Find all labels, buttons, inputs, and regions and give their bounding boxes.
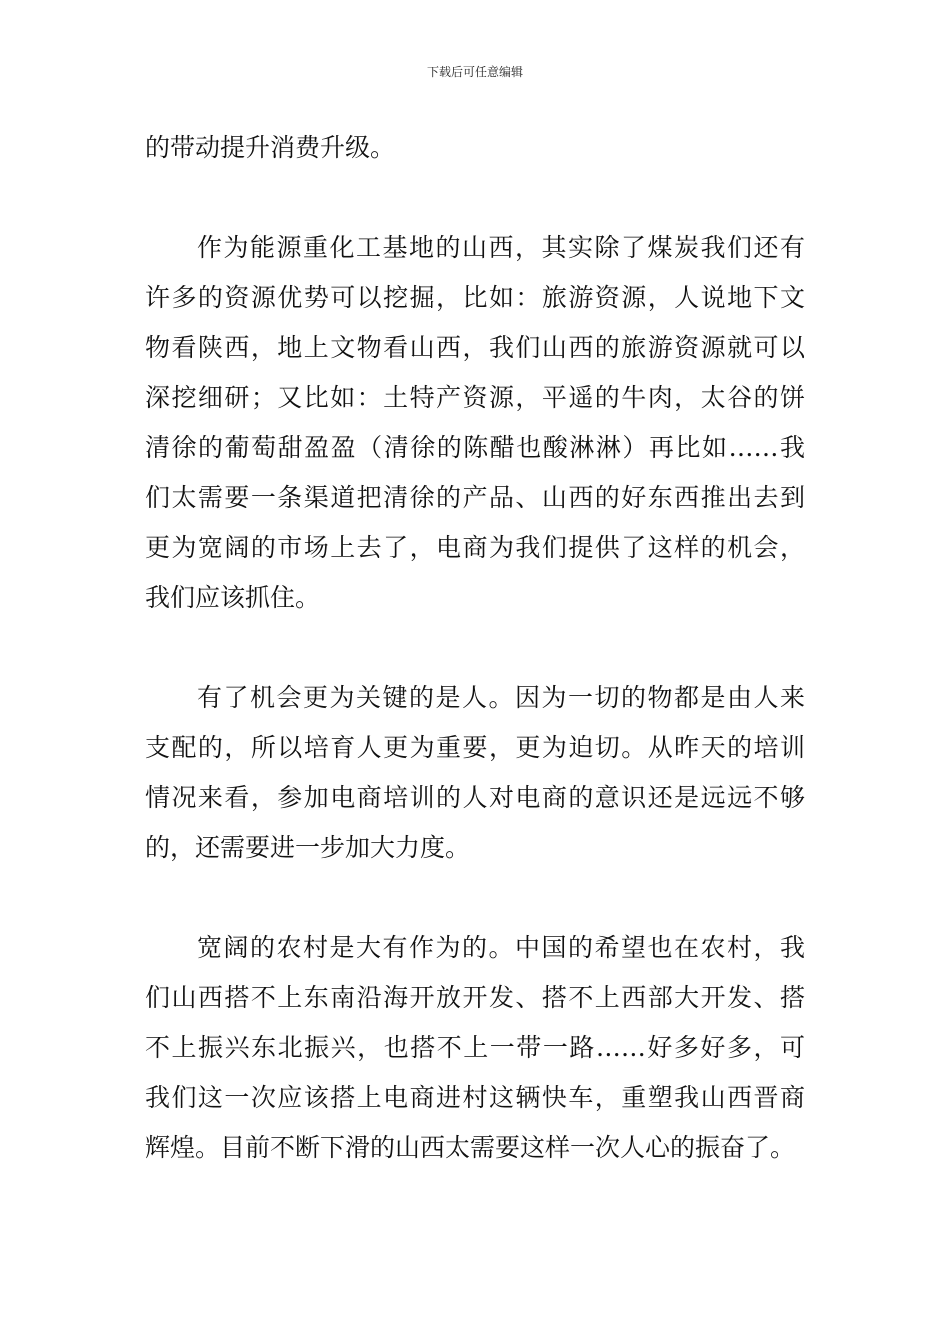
paragraph-4-line-1: 宽阔的农村是大有作为的。中国的希望也在农村，我 <box>197 933 805 962</box>
paragraph-2-line-6: 们太需要一条渠道把清徐的产品、山西的好东西推出去到 <box>145 483 805 512</box>
paragraph-2-line-1: 作为能源重化工基地的山西，其实除了煤炭我们还有 <box>197 233 805 262</box>
paragraph-3-line-3: 情况来看，参加电商培训的人对电商的意识还是远远不够 <box>145 783 805 812</box>
paragraph-2-line-5: 清徐的葡萄甜盈盈（清徐的陈醋也酸淋淋）再比如……我 <box>145 433 805 462</box>
paragraph-4-line-2: 们山西搭不上东南沿海开放开发、搭不上西部大开发、搭 <box>145 983 805 1012</box>
paragraph-4-line-5: 辉煌。目前不断下滑的山西太需要这样一次人心的振奋了。 <box>145 1133 796 1162</box>
paragraph-1-line-1: 的带动提升消费升级。 <box>145 133 396 162</box>
paragraph-3-line-4: 的，还需要进一步加大力度。 <box>145 833 471 862</box>
paragraph-2-line-7: 更为宽阔的市场上去了，电商为我们提供了这样的机会， <box>145 533 805 562</box>
paragraph-4-line-4: 我们这一次应该搭上电商进村这辆快车，重塑我山西晋商 <box>145 1083 805 1112</box>
paragraph-2-line-4: 深挖细研；又比如：土特产资源，平遥的牛肉，太谷的饼 <box>145 383 805 412</box>
page-header: 下载后可任意编辑 <box>426 65 523 79</box>
paragraph-3-line-1: 有了机会更为关键的是人。因为一切的物都是由人来 <box>197 683 805 712</box>
paragraph-2-line-8: 我们应该抓住。 <box>145 583 321 612</box>
paragraph-2-line-2: 许多的资源优势可以挖掘，比如：旅游资源，人说地下文 <box>145 283 805 312</box>
paragraph-2-line-3: 物看陕西，地上文物看山西，我们山西的旅游资源就可以 <box>145 333 805 362</box>
paragraph-3-line-2: 支配的，所以培育人更为重要，更为迫切。从昨天的培训 <box>145 733 805 762</box>
paragraph-4-line-3: 不上振兴东北振兴，也搭不上一带一路……好多好多，可 <box>145 1033 805 1062</box>
